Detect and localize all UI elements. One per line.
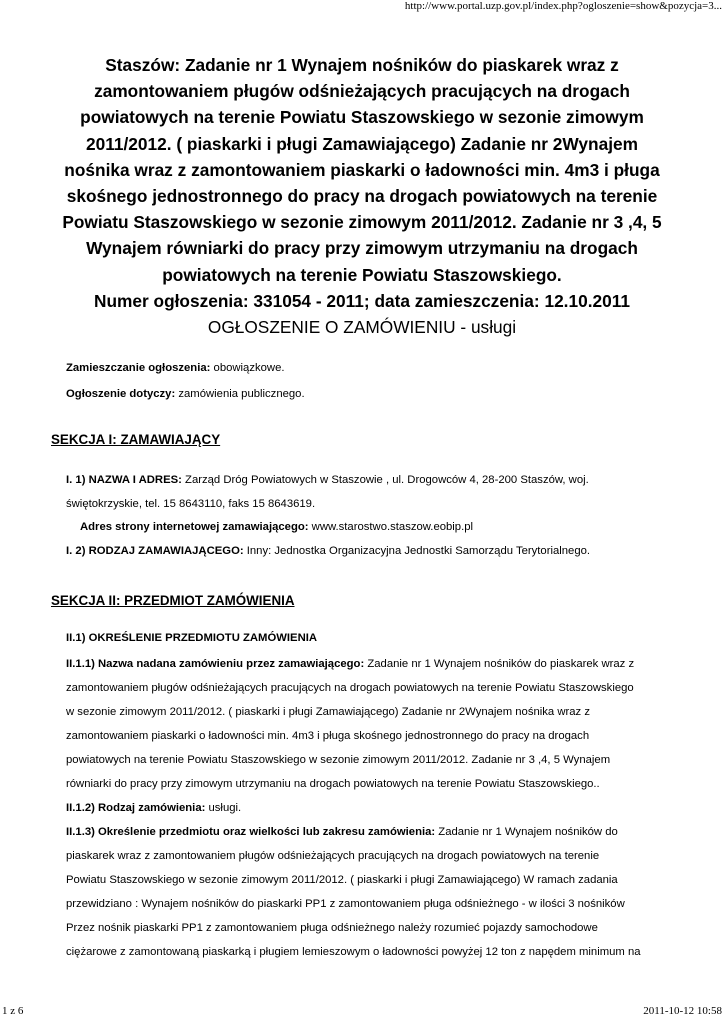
order-scope-text: Zadanie nr 1 Wynajem nośników do <box>435 826 618 838</box>
print-url: http://www.portal.uzp.gov.pl/index.php?ogloszenie=show&pozycja=3... <box>404 0 722 12</box>
order-scope-line: ciężarowe z zamontowaną piaskarką i pługiem lemieszowym o ładowności powyżej 12 ton z napędem minimum na <box>66 946 641 958</box>
contracting-name-line1 <box>66 474 589 486</box>
contracting-type-label: I. 2) RODZAJ ZAMAWIAJĄCEGO: <box>66 545 244 557</box>
contracting-type-line <box>66 545 590 557</box>
order-name-text: Zadanie nr 1 Wynajem nośników do piaskarek wraz z <box>364 658 635 670</box>
order-scope-label: II.1.3) Określenie przedmiotu oraz wielkości lub zakresu zamówienia: <box>66 826 436 838</box>
contracting-name-label: I. 1) NAZWA I ADRES: <box>66 474 182 486</box>
order-name-label: II.1.1) Nazwa nadana zamówieniu przez zamawiającego: <box>66 658 365 670</box>
website-value: www.starostwo.staszow.eobip.pl <box>308 521 474 533</box>
order-name-line: zamontowaniem piaskarki o ładowności min. 4m3 i pługa skośnego jednostronnego do pracy na drogach <box>66 730 590 742</box>
section-2-heading: SEKCJA II: PRZEDMIOT ZAMÓWIENIA <box>51 593 295 608</box>
order-scope-line <box>66 820 686 844</box>
contracting-name-value: Zarząd Dróg Powiatowych w Staszowie , ul. Drogowców 4, 28-200 Staszów, woj. <box>181 474 589 486</box>
order-name-line: równiarki do pracy przy zimowym utrzymaniu na drogach powiatowych na terenie Powiatu Staszowskiego.. <box>66 778 600 790</box>
posting-info <box>66 362 285 374</box>
contracting-type-value: Inny: Jednostka Organizacyjna Jednostki Samorządu Terytorialnego. <box>243 545 591 557</box>
order-scope-line: Powiatu Staszowskiego w sezonie zimowym 2011/2012. ( piaskarki i pługi Zamawiającego) W ramach zadania <box>66 874 618 886</box>
website-line <box>80 521 473 533</box>
order-name-paragraph <box>66 652 686 964</box>
order-name-line: w sezonie zimowym 2011/2012. ( piaskarki i pługi Zamawiającego) Zadanie nr 2Wynajem nośnika wraz z <box>66 706 590 718</box>
announcement-subtitle: OGŁOSZENIE O ZAMÓWIENIU - usługi <box>207 317 517 338</box>
order-scope-line: piaskarek wraz z zamontowaniem pługów odśnieżających pracujących na drogach powiatowych na terenie <box>66 850 600 862</box>
announcement-number: Numer ogłoszenia: 331054 - 2011; data zamieszczenia: 12.10.2011 <box>93 290 630 311</box>
order-scope-line: przewidziano : Wynajem nośników do piaskarki PP1 z zamontowaniem pługa odśnieżnego - w ilości 3 nośników <box>66 898 625 910</box>
posting-value: obowiązkowe. <box>210 362 285 374</box>
order-kind-label: II.1.2) Rodzaj zamówienia: <box>66 802 206 814</box>
page-counter: 1 z 6 <box>2 1005 24 1017</box>
page-title <box>55 52 669 340</box>
order-name-line: zamontowaniem pługów odśnieżających pracujących na drogach powiatowych na terenie Powiatu Staszowskiego <box>66 682 634 694</box>
order-kind-line <box>66 796 686 820</box>
subject-subheading: II.1) OKREŚLENIE PRZEDMIOTU ZAMÓWIENIA <box>66 632 318 644</box>
order-kind-value: usługi. <box>205 802 242 814</box>
order-name-line: powiatowych na terenie Powiatu Staszowskiego w sezonie zimowym 2011/2012. Zadanie nr 3 ,4, 5 Wynajem <box>66 754 611 766</box>
title-main: Staszów: Zadanie nr 1 Wynajem nośników do piaskarek wraz z zamontowaniem pługów odśnieżających pracujących na drogach powiatowych na terenie Powiatu Staszowskiego w sezonie zimowym 2011/2012. ( piaskarki i pługi Zamawiającego) Zadanie nr 2Wynajem nośnika wraz z zamontowaniem piaskarki o ładowności min. 4m3 i pługa skośnego jednostronnego do pracy na drogach powiatowych na terenie Powiatu Staszowskiego w sezonie zimowym 2011/2012. Zadanie nr 3 ,4, 5 Wynajem równiarki do pracy przy zimowym utrzymaniu na drogach powiatowych na terenie Powiatu Staszowskiego. <box>62 55 662 285</box>
website-label: Adres strony internetowej zamawiającego: <box>80 521 309 533</box>
print-datetime: 2011-10-12 10:58 <box>643 1005 722 1017</box>
contracting-name-line2: świętokrzyskie, tel. 15 8643110, faks 15 8643619. <box>66 498 316 510</box>
order-name-line <box>66 652 686 676</box>
order-scope-line: Przez nośnik piaskarki PP1 z zamontowaniem pługa odśnieżnego należy rozumieć pojazdy samochodowe <box>66 922 598 934</box>
concerns-info <box>66 388 305 400</box>
concerns-label: Ogłoszenie dotyczy: <box>66 388 176 400</box>
concerns-value: zamówienia publicznego. <box>175 388 305 400</box>
posting-label: Zamieszczanie ogłoszenia: <box>66 362 211 374</box>
section-1-heading: SEKCJA I: ZAMAWIAJĄCY <box>51 432 221 447</box>
